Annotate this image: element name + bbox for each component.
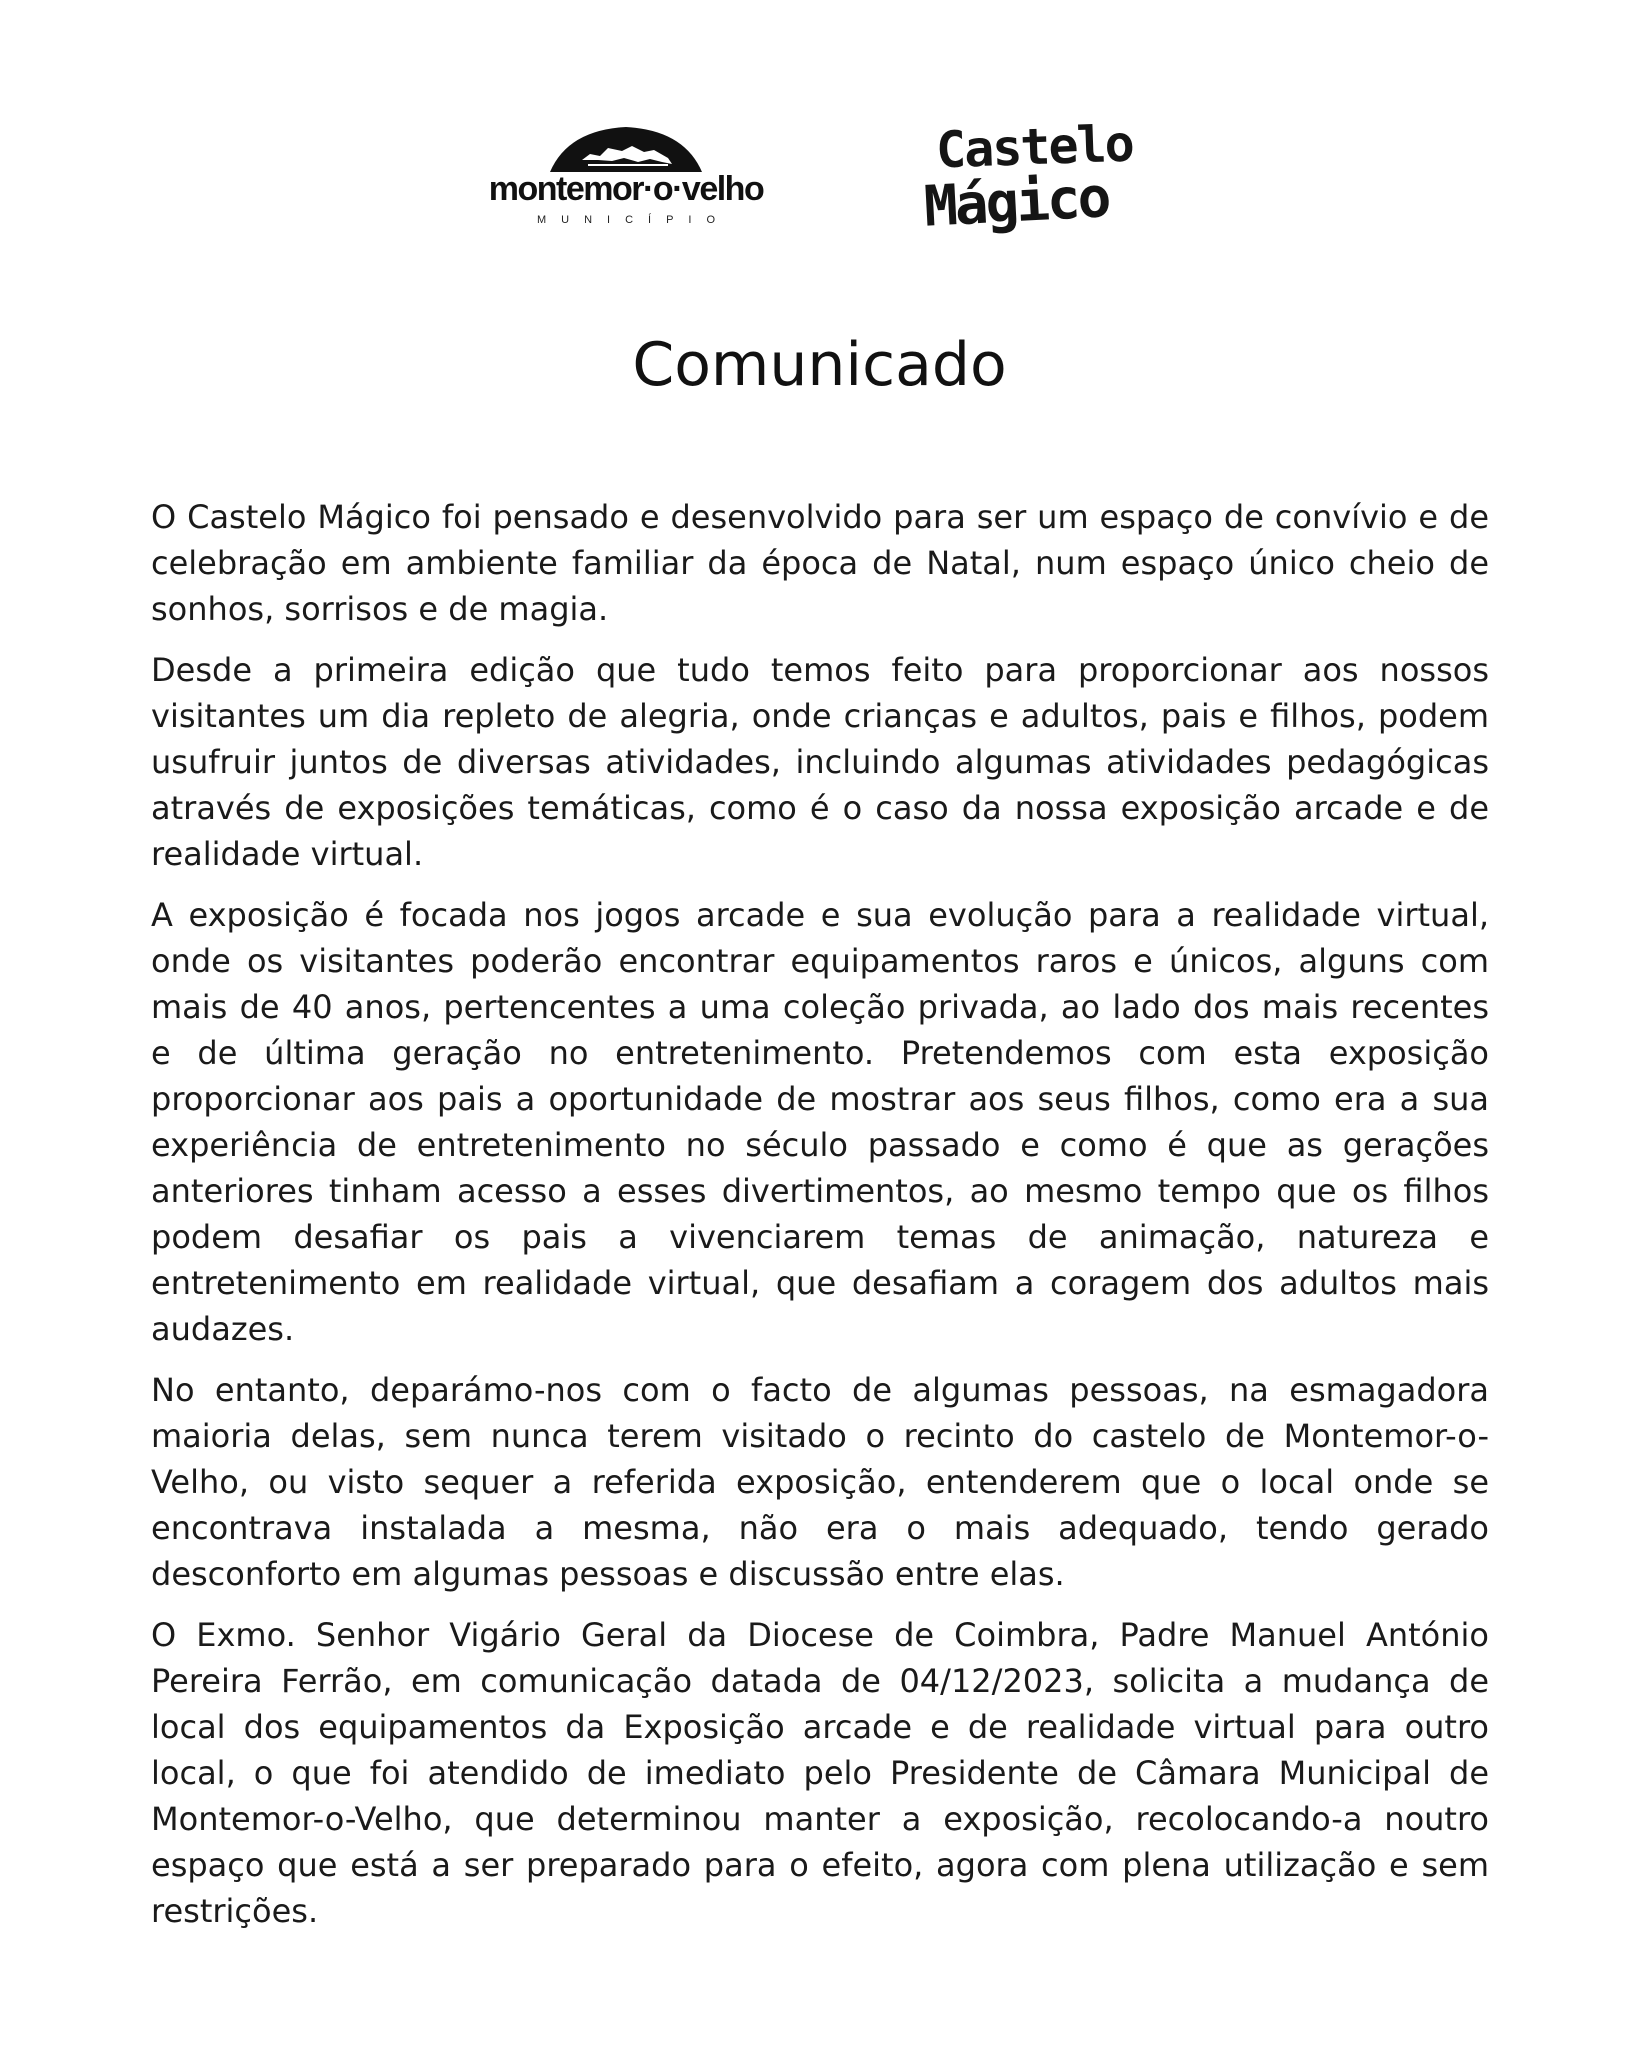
paragraph-5: O Exmo. Senhor Vigário Geral da Diocese de Coimbra, Padre Manuel António Pereira Ferrão, em comunicação datada de 04/12/2023, solicita a mudança de local dos equipamentos da Exposição arcade e de realidade virtual para outro local, o que foi atendido de imediato pelo Presidente de Câmara Municipal de Montemor-o-Velho, que determinou manter a exposição, recolocando-a noutro espaço que está a ser preparado para o efeito, agora com plena utilização e sem restrições. bbox=[151, 1616, 1489, 1930]
castelo-magico-logo-line1: Castelo bbox=[935, 114, 1134, 180]
document-title: Comunicado bbox=[632, 330, 1007, 400]
castle-hill-icon bbox=[548, 124, 704, 174]
montemor-logo-wordmark: montemor·o·velho bbox=[488, 170, 764, 208]
paragraph-1: O Castelo Mágico foi pensado e desenvolvido para ser um espaço de convívio e de celebração em ambiente familiar da época de Natal, num espaço único cheio de sonhos, sorrisos e de magia. bbox=[151, 498, 1489, 628]
paragraph-2: Desde a primeira edição que tudo temos feito para proporcionar aos nossos visitantes um dia repleto de alegria, onde crianças e adultos, pais e filhos, podem usufruir juntos de diversas atividades, incluindo algumas atividades pedagógicas através de exposições temáticas, como é o caso da nossa exposição arcade e de realidade virtual. bbox=[151, 651, 1489, 873]
montemor-o-velho-logo bbox=[476, 118, 776, 236]
paragraph-4: No entanto, deparámo-nos com o facto de algumas pessoas, na esmagadora maioria delas, sem nunca terem visitado o recinto do castelo de Montemor-o-Velho, ou visto sequer a referida exposição, entenderem que o local onde se encontrava instalada a mesma, não era o mais adequado, tendo gerado desconforto em algumas pessoas e discussão entre elas. bbox=[151, 1371, 1489, 1593]
document-body bbox=[151, 494, 1489, 1949]
montemor-logo-subtitle: MUNICÍPIO bbox=[536, 214, 731, 226]
castelo-magico-logo bbox=[920, 114, 1150, 248]
paragraph-3: A exposição é focada nos jogos arcade e sua evolução para a realidade virtual, onde os visitantes poderão encontrar equipamentos raros e únicos, alguns com mais de 40 anos, pertencentes a uma coleção privada, ao lado dos mais recentes e de última geração no entretenimento. Pretendemos com esta exposição proporcionar aos pais a oportunidade de mostrar aos seus filhos, como era a sua experiência de entretenimento no século passado e como é que as gerações anteriores tinham acesso a esses divertimentos, ao mesmo tempo que os filhos podem desafiar os pais a vivenciarem temas de animação, natureza e entretenimento em realidade virtual, que desafiam a coragem dos adultos mais audazes. bbox=[151, 896, 1489, 1348]
castelo-magico-logo-line2: Mágico bbox=[922, 165, 1110, 240]
